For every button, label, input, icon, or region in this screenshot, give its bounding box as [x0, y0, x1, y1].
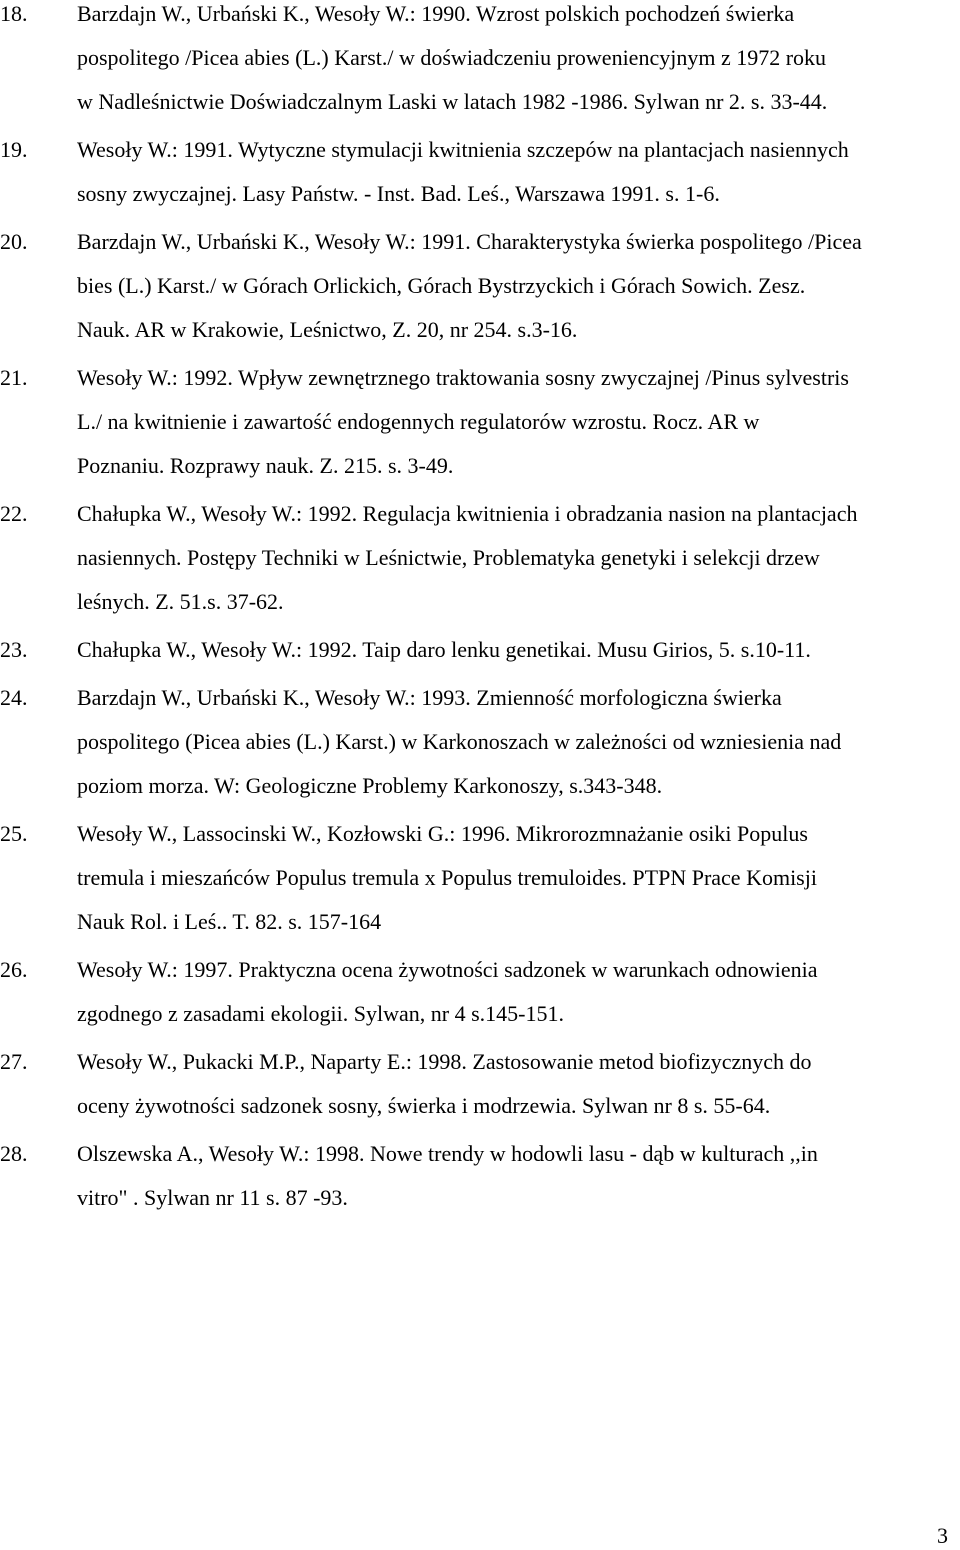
- reference-number: 21.: [0, 365, 28, 390]
- reference-line: Barzdajn W., Urbański K., Wesoły W.: 1991. Charakterystyka świerka pospolitego /Picea: [77, 229, 862, 254]
- reference-line: Chałupka W., Wesoły W.: 1992. Taip daro lenku genetikai. Musu Girios, 5. s.10-11.: [77, 637, 811, 662]
- reference-item-21: [0, 356, 960, 488]
- reference-line: leśnych. Z. 51.s. 37-62.: [77, 589, 284, 614]
- reference-number: 18.: [0, 1, 28, 26]
- reference-line: Wesoły W.: 1991. Wytyczne stymulacji kwitnienia szczepów na plantacjach nasiennych: [77, 137, 849, 162]
- reference-item-25: [0, 812, 960, 944]
- reference-line: sosny zwyczajnej. Lasy Państw. - Inst. Bad. Leś., Warszawa 1991. s. 1-6.: [77, 181, 720, 206]
- reference-item-24: [0, 676, 960, 808]
- reference-line: Poznaniu. Rozprawy nauk. Z. 215. s. 3-49.: [77, 453, 454, 478]
- reference-line: tremula i mieszańców Populus tremula x Populus tremuloides. PTPN Prace Komisji: [77, 865, 817, 890]
- reference-line: Wesoły W.: 1997. Praktyczna ocena żywotności sadzonek w warunkach odnowienia: [77, 957, 818, 982]
- reference-line: vitro" . Sylwan nr 11 s. 87 -93.: [77, 1185, 348, 1210]
- reference-number: 27.: [0, 1049, 28, 1074]
- reference-line: Wesoły W.: 1992. Wpływ zewnętrznego traktowania sosny zwyczajnej /Pinus sylvestris: [77, 365, 849, 390]
- reference-line: Olszewska A., Wesoły W.: 1998. Nowe trendy w hodowli lasu - dąb w kulturach ,,in: [77, 1141, 818, 1166]
- reference-item-20: [0, 220, 960, 352]
- reference-number: 20.: [0, 229, 28, 254]
- reference-line: Nauk Rol. i Leś.. T. 82. s. 157-164: [77, 909, 382, 934]
- reference-line: pospolitego /Picea abies (L.) Karst./ w doświadczeniu proweniencyjnym z 1972 roku: [77, 45, 827, 70]
- reference-item-26: [0, 948, 960, 1036]
- reference-line: Barzdajn W., Urbański K., Wesoły W.: 1993. Zmienność morfologiczna świerka: [77, 685, 782, 710]
- reference-line: Wesoły W., Pukacki M.P., Naparty E.: 1998. Zastosowanie metod biofizycznych do: [77, 1049, 812, 1074]
- reference-number: 26.: [0, 957, 28, 982]
- reference-line: poziom morza. W: Geologiczne Problemy Karkonoszy, s.343-348.: [77, 773, 663, 798]
- reference-number: 28.: [0, 1141, 28, 1166]
- reference-line: L./ na kwitnienie i zawartość endogennych regulatorów wzrostu. Rocz. AR w: [77, 409, 760, 434]
- reference-line: nasiennych. Postępy Techniki w Leśnictwie, Problematyka genetyki i selekcji drzew: [77, 545, 820, 570]
- reference-line: oceny żywotności sadzonek sosny, świerka i modrzewia. Sylwan nr 8 s. 55-64.: [77, 1093, 771, 1118]
- reference-number: 22.: [0, 501, 28, 526]
- reference-item-28: [0, 1132, 960, 1220]
- reference-number: 23.: [0, 637, 28, 662]
- reference-line: pospolitego (Picea abies (L.) Karst.) w Karkonoszach w zależności od wzniesienia nad: [77, 729, 842, 754]
- reference-item-18: [0, 0, 960, 124]
- reference-line: w Nadleśnictwie Doświadczalnym Laski w latach 1982 -1986. Sylwan nr 2. s. 33-44.: [77, 89, 828, 114]
- reference-number: 19.: [0, 137, 28, 162]
- reference-item-19: [0, 128, 960, 216]
- reference-line: Wesoły W., Lassocinski W., Kozłowski G.: 1996. Mikrorozmnażanie osiki Populus: [77, 821, 808, 846]
- reference-item-23: [0, 628, 960, 672]
- reference-item-27: [0, 1040, 960, 1128]
- reference-number: 25.: [0, 821, 28, 846]
- reference-number: 24.: [0, 685, 28, 710]
- reference-line: zgodnego z zasadami ekologii. Sylwan, nr 4 s.145-151.: [77, 1001, 564, 1026]
- reference-item-22: [0, 492, 960, 624]
- reference-line: Chałupka W., Wesoły W.: 1992. Regulacja kwitnienia i obradzania nasion na plantacjach: [77, 501, 858, 526]
- page-number: 3: [937, 1523, 948, 1548]
- reference-line: bies (L.) Karst./ w Górach Orlickich, Górach Bystrzyckich i Górach Sowich. Zesz.: [77, 273, 806, 298]
- reference-line: Barzdajn W., Urbański K., Wesoły W.: 1990. Wzrost polskich pochodzeń świerka: [77, 1, 795, 26]
- reference-line: Nauk. AR w Krakowie, Leśnictwo, Z. 20, nr 254. s.3-16.: [77, 317, 578, 342]
